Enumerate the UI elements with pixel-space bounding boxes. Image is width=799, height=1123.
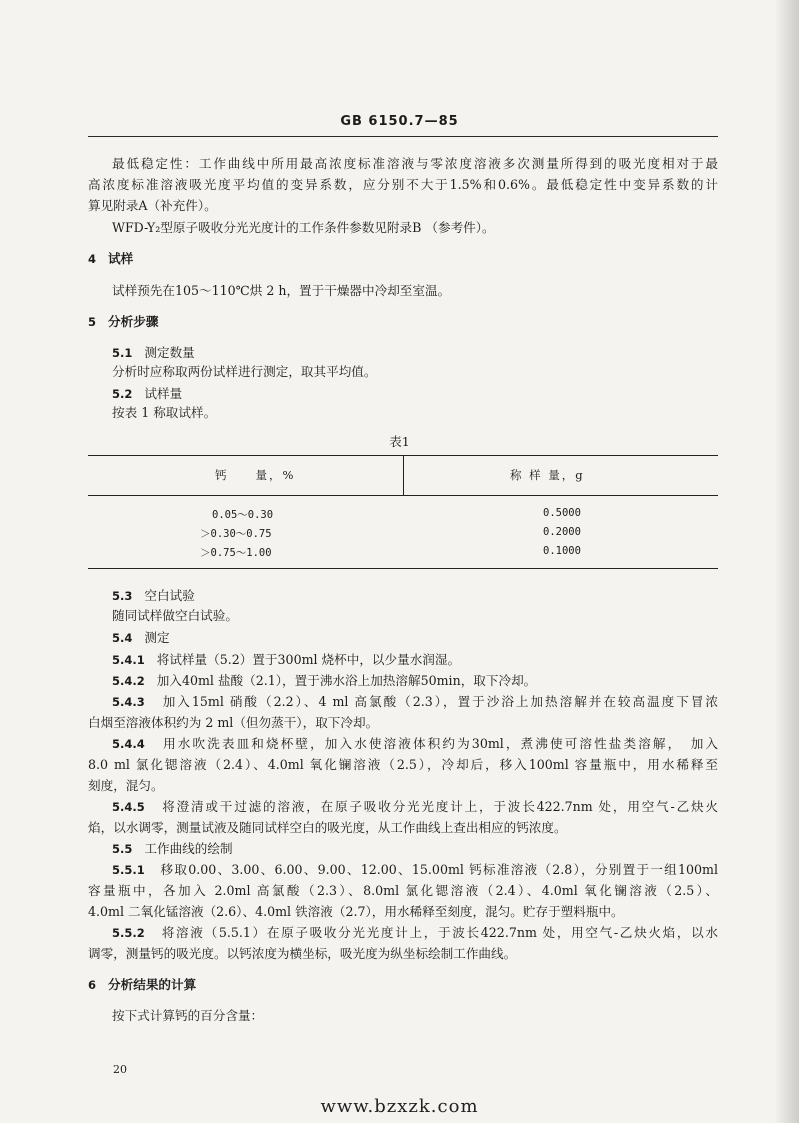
section-5-1-text: 分析时应称取两份试样进行测定，取其平均值。 bbox=[112, 364, 377, 379]
section-5-5-1-line-1: 5.5.1 移取0.00、3.00、6.00、9.00、12.00、15.00ml 钙标准溶液（2.8），分别置于一组100ml bbox=[112, 862, 718, 877]
section-5-5-1-line-3: 4.0ml 二氧化锰溶液（2.6）、4.0ml 铁溶液（2.7），用水稀释至刻度，混匀。贮存于塑料瓶中。 bbox=[88, 904, 624, 919]
table-header-rule bbox=[88, 495, 718, 496]
table-row-2-range: ＞0.30～0.75 bbox=[200, 528, 272, 540]
section-5-4-1: 5.4.1 将试样量（5.2）置于300ml 烧杯中，以少量水润湿。 bbox=[112, 652, 461, 667]
table-bottom-rule bbox=[88, 568, 718, 569]
section-5-4-4-line-1: 5.4.4 用水吹洗表皿和烧杯壁，加入水使溶液体积约为30ml，煮沸使可溶性盐类溶解， 加入 bbox=[112, 736, 719, 751]
section-5-5-2-line-1: 5.5.2 将溶液（5.5.1）在原子吸收分光光度计上，于波长422.7nm 处，用空气-乙炔火焰，以水 bbox=[112, 925, 718, 940]
table-1-caption: 表1 bbox=[389, 434, 410, 449]
section-5-4-3-line-1: 5.4.3 加入15ml 硝酸（2.2）、4 ml 高氯酸（2.3），置于沙浴上加热溶解并在较高温度下冒浓 bbox=[112, 694, 718, 709]
section-5-4-5-line-1: 5.4.5 将澄清或干过滤的溶液，在原子吸收分光光度计上，于波长422.7nm 处，用空气-乙炔火 bbox=[112, 799, 718, 814]
table-header-mass: 称 样 量，g bbox=[510, 468, 585, 482]
section-5-4-2: 5.4.2 加入40ml 盐酸（2.1），置于沸水浴上加热溶解50min，取下冷却。 bbox=[112, 673, 537, 688]
section-5-4-3-line-2: 白烟至溶液体积约为 2 ml（但勿蒸干），取下冷却。 bbox=[88, 715, 379, 730]
section-5-5-2-line-2: 调零，测量钙的吸光度。以钙浓度为横坐标，吸光度为纵坐标绘制工作曲线。 bbox=[88, 946, 517, 961]
standard-number-header: GB 6150.7—85 bbox=[340, 114, 459, 129]
section-5-3-text: 随同试样做空白试验。 bbox=[112, 608, 238, 623]
header-rule bbox=[88, 136, 718, 137]
section-5-4-heading: 5.4 测定 bbox=[112, 630, 170, 645]
section-5-4-4-line-3: 刻度，混匀。 bbox=[88, 778, 164, 793]
table-row-3-mass: 0.1000 bbox=[543, 545, 581, 557]
footer-watermark-url: www.bzxzk.com bbox=[320, 1096, 479, 1117]
section-5-1-heading: 5.1 测定数量 bbox=[112, 345, 195, 360]
table-header-divider bbox=[403, 455, 404, 495]
intro-line-3: 算见附录A（补充件）。 bbox=[88, 198, 217, 213]
section-5-3-heading: 5.3 空白试验 bbox=[112, 588, 195, 603]
intro-line-1: 最低稳定性：工作曲线中所用最高浓度标准溶液与零浓度溶液多次测量所得到的吸光度相对于最 bbox=[112, 156, 718, 171]
section-4-text: 试样预先在105～110℃烘 2 h，置于干燥器中冷却至室温。 bbox=[112, 283, 451, 298]
scan-edge-shadow bbox=[775, 0, 799, 1123]
section-6-heading: 6 分析结果的计算 bbox=[88, 977, 197, 992]
intro-line-2: 高浓度标准溶液吸光度平均值的变异系数，应分别不大于1.5%和0.6%。最低稳定性中变异系数的计 bbox=[88, 177, 718, 192]
section-5-5-heading: 5.5 工作曲线的绘制 bbox=[112, 841, 233, 856]
table-row-1-range: 0.05～0.30 bbox=[212, 509, 274, 521]
section-5-2-text: 按表 1 称取试样。 bbox=[112, 405, 217, 420]
section-6-text: 按下式计算钙的百分含量： bbox=[112, 1008, 264, 1023]
page-number: 20 bbox=[113, 1063, 127, 1076]
section-5-2-heading: 5.2 试样量 bbox=[112, 386, 183, 401]
section-5-5-1-line-2: 容量瓶中，各加入 2.0ml 高氯酸（2.3）、8.0ml 氯化锶溶液（2.4）、4.0ml 氧化镧溶液（2.5）、 bbox=[88, 883, 718, 898]
section-5-heading: 5 分析步骤 bbox=[88, 314, 159, 329]
section-4-heading: 4 试样 bbox=[88, 251, 134, 266]
table-row-2-mass: 0.2000 bbox=[543, 526, 581, 538]
table-header-calcium: 钙 量，% bbox=[215, 468, 296, 482]
table-row-1-mass: 0.5000 bbox=[543, 507, 581, 519]
table-row-3-range: ＞0.75～1.00 bbox=[200, 547, 272, 559]
section-5-4-5-line-2: 焰，以水调零，测量试液及随同试样空白的吸光度，从工作曲线上查出相应的钙浓度。 bbox=[88, 820, 567, 835]
intro-line-4: WFD-Y₂型原子吸收分光光度计的工作条件参数见附录B （参考件）。 bbox=[112, 220, 495, 235]
section-5-4-4-line-2: 8.0 ml 氯化锶溶液（2.4）、4.0ml 氧化镧溶液（2.5），冷却后，移入100ml 容量瓶中，用水稀释至 bbox=[88, 757, 718, 772]
